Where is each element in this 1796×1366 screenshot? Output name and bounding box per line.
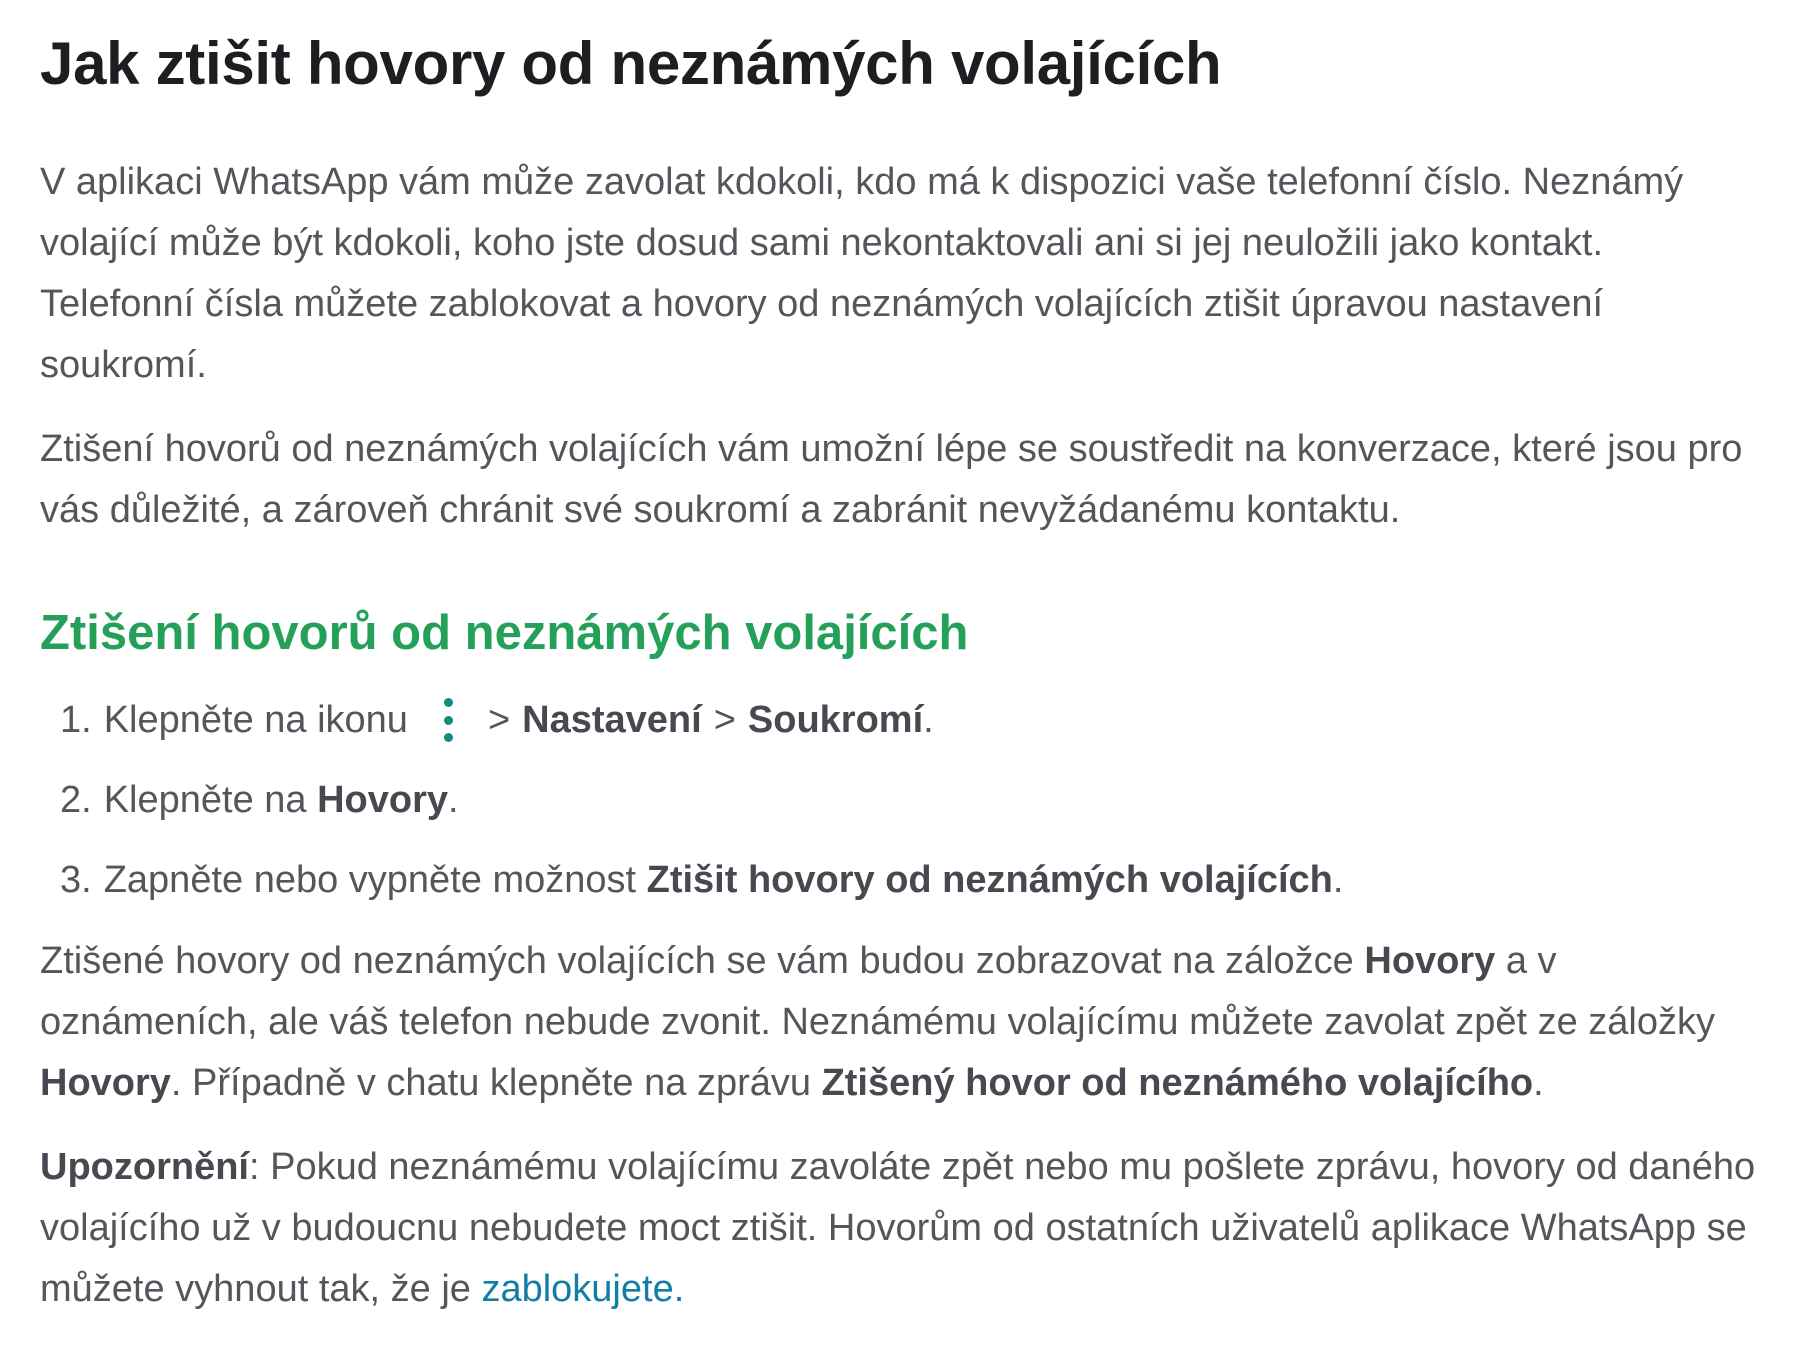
step-number: 1. — [60, 699, 92, 741]
step-separator: > — [487, 699, 511, 741]
step-2 — [60, 771, 1758, 829]
muted-calls-info — [40, 931, 1758, 1114]
step-text: Klepněte na ikonu — [103, 699, 408, 741]
step-number: 2. — [60, 779, 92, 821]
step-bold-calls: Hovory — [317, 779, 449, 821]
step-end: . — [923, 699, 934, 741]
info-text: a v oznámeních, ale váš telefon nebude zvonit. Neznámému volajícímu můžete zavolat zpět ze záložky — [40, 940, 1715, 1043]
step-bold-privacy: Soukromí — [747, 699, 924, 741]
note-text: : Pokud neznámému volajícímu zavoláte zpět nebo mu pošlete zprávu, hovory od daného volajícího už v budoucnu nebudete moct ztišit. Hovorům od ostatních uživatelů aplikace WhatsApp se můžete vyhnout tak, že je — [40, 1146, 1756, 1310]
section-heading: Ztišení hovorů od neznámých volajících — [40, 606, 969, 660]
info-bold-muted-call-message: Ztišený hovor od neznámého volajícího — [821, 1062, 1534, 1104]
step-1 — [60, 691, 1758, 749]
intro-paragraph-1: V aplikaci WhatsApp vám může zavolat kdokoli, kdo má k dispozici vaše telefonní číslo. Neznámý volající může být kdokoli, koho jste dosud sami nekontaktovali ani si jej neuložili jako kontakt. Telefonní čísla můžete zablokovat a hovory od neznámých volajících ztišit úpravou nastavení soukromí. — [40, 161, 1684, 386]
step-end: . — [1332, 859, 1344, 901]
info-text: . — [1533, 1062, 1544, 1104]
info-text: . Případně v chatu klepněte na zprávu — [170, 1062, 822, 1104]
block-link[interactable]: zablokujete — [481, 1268, 674, 1310]
step-end: . — [448, 779, 459, 821]
step-text: Klepněte na — [103, 779, 318, 821]
more-options-vertical-icon — [438, 698, 460, 742]
note-end: . — [673, 1268, 685, 1310]
page-title: Jak ztišit hovory od neznámých volajících — [40, 30, 1222, 97]
note-paragraph — [40, 1137, 1758, 1320]
info-bold-calls-tab: Hovory — [1364, 940, 1496, 982]
step-number: 3. — [60, 859, 92, 901]
steps-list — [40, 691, 1758, 909]
step-bold-settings: Nastavení — [522, 699, 702, 741]
info-bold-calls-tab: Hovory — [40, 1062, 171, 1104]
step-bold-silence-option: Ztišit hovory od neznámých volajících — [646, 859, 1333, 901]
step-text: Zapněte nebo vypněte možnost — [103, 859, 647, 901]
step-3 — [60, 851, 1758, 909]
intro-paragraph-2: Ztišení hovorů od neznámých volajících vám umožní lépe se soustředit na konverzace, které jsou pro vás důležité, a zároveň chránit své soukromí a zabránit nevyžádanému kontaktu. — [40, 428, 1743, 531]
note-label: Upozornění — [40, 1146, 249, 1188]
step-separator: > — [713, 699, 736, 741]
info-text: Ztišené hovory od neznámých volajících se vám budou zobrazovat na záložce — [40, 940, 1365, 982]
